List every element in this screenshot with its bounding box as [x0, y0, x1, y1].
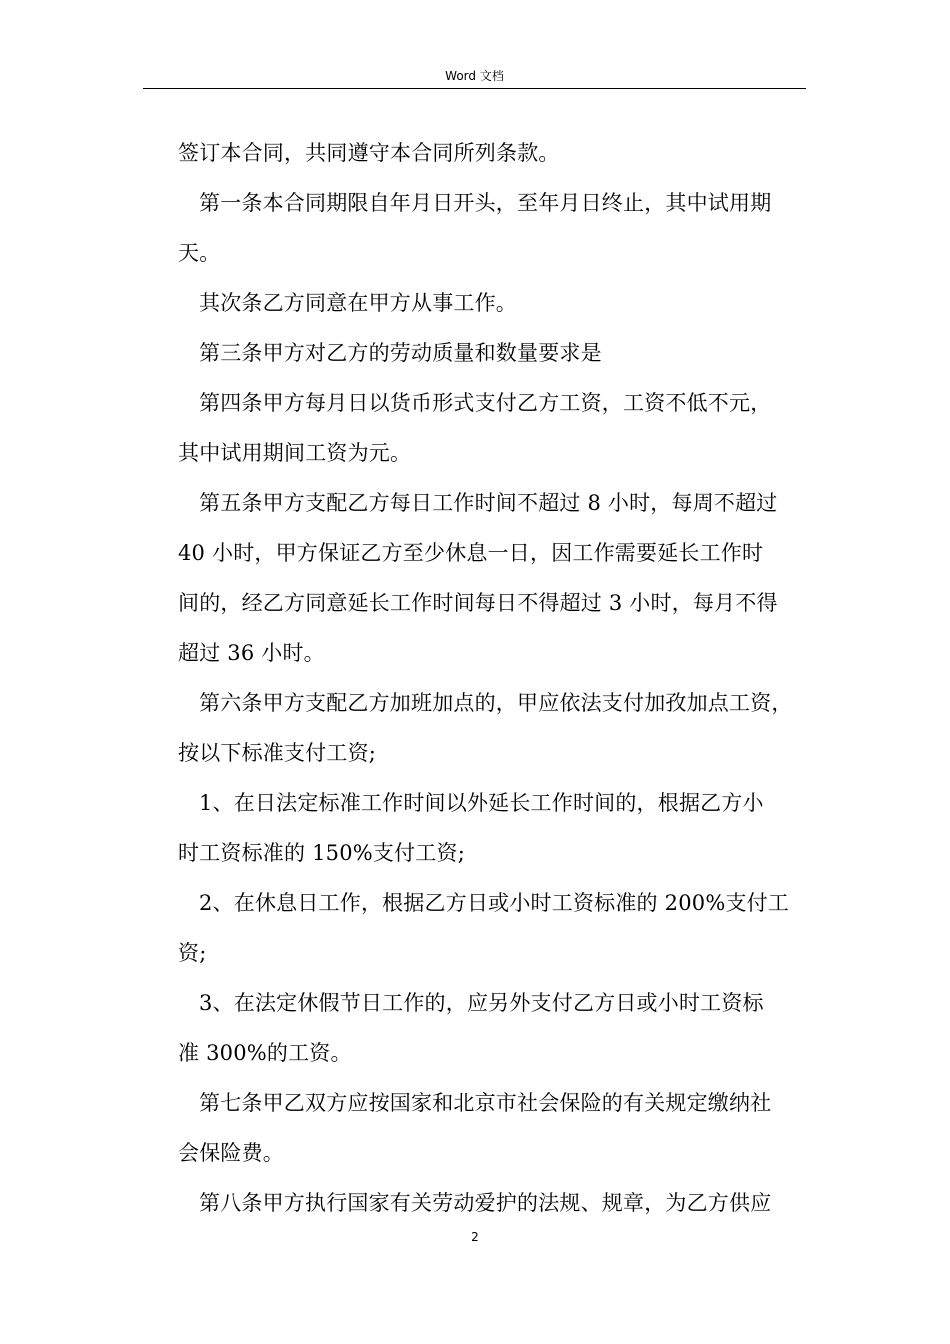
text-line: 第三条甲方对乙方的劳动质量和数量要求是	[199, 341, 602, 365]
text-line: 天。	[178, 241, 221, 265]
document-body	[178, 128, 818, 1228]
text-line: 按以下标准支付工资;	[178, 741, 377, 765]
text-line: 第八条甲方执行国家有关劳动爱护的法规、规章，为乙方供应	[199, 1191, 772, 1215]
text-line: 2、在休息日工作，根据乙方日或小时工资标准的 200%支付工	[199, 891, 790, 915]
text-line: 第六条甲方支配乙方加班加点的，甲应依法支付加孜加点工资，	[199, 691, 793, 715]
text-line: 1、在日法定标准工作时间以外延长工作时间的，根据乙方小	[199, 791, 764, 815]
text-line: 会保险费。	[178, 1141, 284, 1165]
text-line: 第五条甲方支配乙方每日工作时间不超过 8 小时，每周不超过	[199, 491, 778, 515]
text-line: 超过 36 小时。	[178, 641, 325, 665]
text-line: 时工资标准的 150%支付工资;	[178, 841, 465, 865]
page-number: 2	[471, 1230, 479, 1244]
text-line: 其中试用期间工资为元。	[178, 441, 412, 465]
text-line: 3、在法定休假节日工作的，应另外支付乙方日或小时工资标	[199, 991, 764, 1015]
header-rule	[143, 88, 806, 89]
text-line: 签订本合同，共同遵守本合同所列条款。	[178, 141, 560, 165]
text-line: 其次条乙方同意在甲方从事工作。	[199, 291, 517, 315]
text-line: 第七条甲乙双方应按国家和北京市社会保险的有关规定缴纳社	[199, 1091, 772, 1115]
text-line: 第四条甲方每月日以货币形式支付乙方工资，工资不低不元，	[199, 391, 772, 415]
text-line: 间的，经乙方同意延长工作时间每日不得超过 3 小时，每月不得	[178, 591, 778, 615]
text-line: 40 小时，甲方保证乙方至少休息一日，因工作需要延长工作时	[178, 541, 764, 565]
text-line: 第一条本合同期限自年月日开头，至年月日终止，其中试用期	[199, 191, 772, 215]
page-header	[143, 64, 806, 88]
text-line: 资;	[178, 941, 207, 965]
text-line: 准 300%的工资。	[178, 1041, 352, 1065]
header-title: Word 文档	[445, 69, 504, 83]
